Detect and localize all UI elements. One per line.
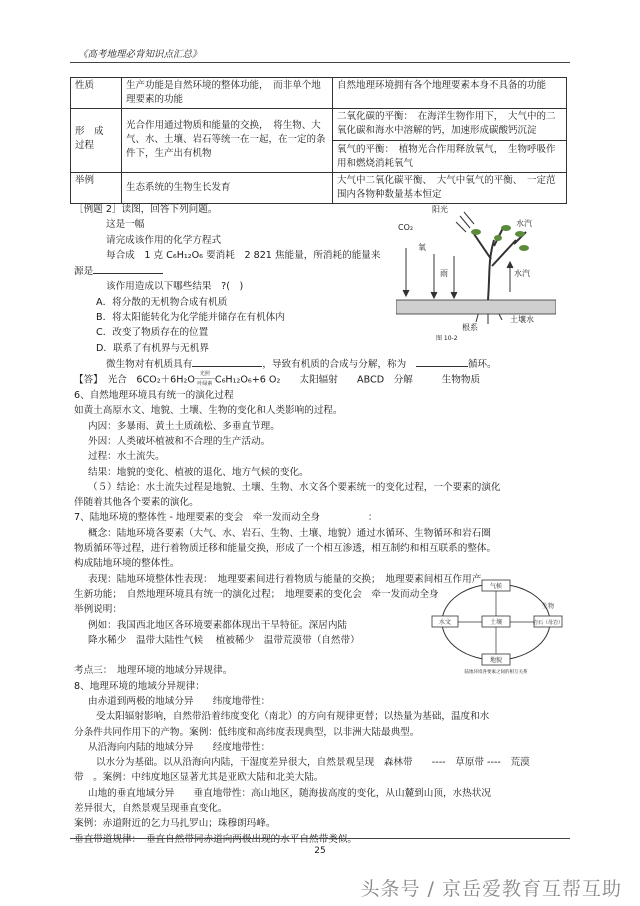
section7-line: 构成陆地环境的整体性。 [74,558,180,570]
section8-line: 案例：赤道附近的乞力马扎罗山；珠穆朗玛峰。 [74,818,276,830]
section6-line: 伴随着其他各个要素的演化。 [74,497,199,509]
node-hydrology: 水文 [438,619,452,626]
row-label-example: 举例 [71,173,122,204]
q2: 请完成该作用的化学方程式 [106,234,222,246]
option-a: A．将分散的无机物合成有机质 [96,296,228,308]
section8-line: 山地的垂直地域分异 垂直地带性：高山地区，随海拔高度的变化，从山麓到山顶，水热状况 [88,787,491,799]
co2-balance: 二氧化碳的平衡： 在海洋生物作用下， 大气中的二氧化碳和海水中溶解的钙，加速形成碳酸钙沉淀 [337,111,556,136]
running-header: 《高考地理必背知识点汇总》 [78,49,202,60]
cell-left: 生产功能是自然环境的整体功能， 而非单个地理要素的功能 [122,78,333,109]
section8-line: 带 。案例：中纬度地区显著尤其是亚欧大陆和北美大陆。 [74,772,324,784]
section7-line: 物质循环等过程，进行着物质迁移和能量交换，形成了一个相互渗透，相互制约和相互联系的整体。 [74,543,497,555]
section7-line: 降水稀少 温带大陆性气候 植被稀少 温带荒漠带（自然带） [88,634,360,646]
elements-cycle-figure [428,578,564,674]
q3b: 源是 [74,266,94,278]
option-c: C．改变了物质存在的位置 [96,327,209,339]
section8-line: 分条件共同作用下的产物。案例：低纬度和高纬度表现典型，以非洲大陆最典型。 [74,726,420,738]
answer-blank [192,356,262,367]
option-d: D．联系了有机界与无机界 [96,342,209,354]
q1: 这是一幅 [106,219,145,231]
page-number: 25 [314,846,326,856]
arrow-bottom: 叶绿素 [197,381,213,388]
table-row [71,173,567,204]
o2-balance: 氧气的平衡： 植物光合作用释放氧气， 生物呼吸作用和燃烧消耗氧气 [333,140,566,171]
label-soil-water: 土壤水 [510,315,534,324]
q4: 该作用造成以下哪些结果 ?( ) [106,281,244,293]
section7-line: 表现：陆地环境整体性表现： 地理要素间进行着物质与能量的交换； 地理要素间相互作用产 [88,573,482,585]
arrow-top: 光照 [199,371,210,378]
watermark: 头条号 / 京岳爱教育互帮互助 [360,878,622,900]
answer: 【答】 光合 6CO₂＋6H₂O [74,374,195,386]
cell-left: 生态系统的生物生长发育 [122,173,333,204]
section8-line: 从沿海向内陆的地域分异 经度地带性： [88,741,271,753]
row-label-process: 形 成 过程 [71,109,122,173]
label-rain: 雨 [440,269,448,278]
label-oxygen: 氧 [418,243,426,252]
footer-rule [70,838,570,839]
option-b: B．将太阳能转化为化学能并储存在有机体内 [96,312,285,324]
document-body: ［例题 2］读图，回答下列问题。 这是一幅 请完成该作用的化学方程式 每合成 1 克 C₆H₁₂O₆ 要消耗 2 821 焦能量，所消耗的能量来 源是 该作用造成以下哪些结果 ?( ) A．将分散的无机物合成有机质 B．将太阳能转化为化学能并储存在有机体内 C．改变了物质存在的位置 D．联系了有机界与无机界 微生物对有机质具有 ，导致有机质的合成与分解，称为 循环。 【答】 光合 6CO₂＋6H₂O光照 ―――― 叶绿素 C₆H₁₂O₆+6 O₂ 太阳辐射 ABCD 分解 生物物质 6、自然地理环境具有统一的演化过程 如黄土高原水文、地貌、土壤、生物的变化和人类影响的过程。 内因：多暴雨、黄土土质疏松、多垂直节理。 外因：人类破坏植被和不合理的生产活动。 过程：水土流失。 结果：地貌的变化、植被的退化、地方气候的变化。 （５）结论：水土流失过程是地貌、土壤、生物、水文各个要素统一的变化过程，一个要素的演化 伴随着其他各个要素的演化。 7、陆地环境的整体性 - 地理要素的变会 牵一发而动全身 ： 概念：陆地环境各要素（大气、水、岩石、生物、土壤、地貌）通过水循环、生物循环和岩石圈 物质循环等过程，进行着物质迁移和能量交换，形成了一个相互渗透，相互制约和相互联系的整体。 构成陆地环境的整体性。 表现：陆地环境整体性表现： 地理要素间进行着物质与能量的交换； 地理要素间相互作用产 生新功能； 自然地理环境具有统一的演化过程； 地理要素的变化会 牵一发而动全身 举例说明： 例如：我国西北地区各环境要素都体现出干旱特征。深居内陆 降水稀少 温带大陆性气候 植被稀少 温带荒漠带（自然带） 考点三： 地理环境的地域分异规律。 8、地理环境的地域分异规律： 由赤道到两极的地域分异 纬度地带性： 受太阳辐射影响，自然带沿着纬度变化（南北）的方向有规律更替；以热量为基础，温度和水 分条件共同作用下的产物。案例：低纬度和高纬度表现典型，以非洲大陆最典型。 从沿海向内陆的地域分异 经度地带性： 以水分为基础。以从沿海向内陆，干湿度差异很大，自然景观呈现 森林带 ---- 草原带 ---- 荒漠 带 。案例：中纬度地区显著尤其是亚欧大陆和北美大陆。 山地的垂直地域分异 垂直地带性：高山地区，随海拔高度的变化，从山麓到山顶，水热状况 差异很大，自然景观呈现垂直变化。 案例：赤道附近的乞力马扎罗山；珠穆朗玛峰。 垂直带道规律： 垂直自然带同赤道向两极出现的水平自然带类似。 [74,202,564,847]
section8-line: 垂直带道规律： 垂直自然带同赤道向两极出现的水平自然带类似。 [74,833,358,845]
label-vapor-2: 水汽 [514,269,530,278]
section7-title: 7、陆地环境的整体性 - 地理要素的变会 牵一发而动全身 ： [74,512,378,524]
cell-right: 大气中二氧化碳平衡、 大气中氧气的平衡、 一定范围内各物种数量基本恒定 [333,173,567,204]
section8-title: 8、地理环境的地域分异规律： [74,680,205,692]
figure-caption: 图 10-2 [436,335,458,342]
q5b: ，导致有机质的合成与分解，称为 [262,358,407,370]
label-sunlight: 阳光 [432,205,448,214]
cell-right [333,109,567,173]
example-title: ［例题 2］读图，回答下列问题。 [74,204,218,215]
node-rock: 岩石（母岩） [532,620,564,626]
label-roots: 根系 [462,323,478,332]
q5a: 微生物对有机质具有 [106,358,193,370]
section6-line: 过程：水土流失。 [88,451,165,463]
section7-line: 概念：陆地环境各要素（大气、水、岩石、生物、土壤、地貌）通过水循环、生物循环和岩石圈 [88,527,491,539]
row-label-nature: 性质 [71,78,122,109]
node-biology: 生物 [541,603,555,610]
key-point: 考点三： 地理环境的地域分异规律。 [74,665,233,677]
section6-line: 如黄土高原水文、地貌、土壤、生物的变化和人类影响的过程。 [74,405,343,417]
q5c: 循环。 [467,358,497,370]
header-rule [70,62,570,63]
table-row [71,109,567,173]
label-vapor: 水汽 [516,219,532,228]
section6-line: 内因：多暴雨、黄土土质疏松、多垂直节理。 [88,420,280,432]
section8-line: 受太阳辐射影响，自然带沿着纬度变化（南北）的方向有规律更替；以热量为基础，温度和水 [96,711,490,723]
label-co2: CO₂ [398,223,414,232]
cell-right: 自然地理环境拥有各个地理要素本身不具备的功能 [333,78,567,109]
comparison-table [70,77,567,204]
section6-line: （５）结论：水土流失过程是地貌、土壤、生物、水文各个要素统一的变化过程，一个要素的演化 [88,481,501,493]
section8-line: 由赤道到两极的地域分异 纬度地带性： [88,696,271,707]
section6-title: 6、自然地理环境具有统一的演化过程 [74,390,234,402]
table-row [71,78,567,109]
section6-line: 外因：人类破坏植被和不合理的生产活动。 [88,435,271,447]
section8-line: 以水分为基础。以从沿海向内陆，干湿度差异很大，自然景观呈现 森林带 ---- 草原带 ---- 荒漠 [96,757,530,769]
node-landform: 地貌 [489,657,503,664]
answer-tail: C₆H₁₂O₆+6 O₂ 太阳辐射 ABCD 分解 生物物质 [214,374,481,386]
figure2-caption: 陆地环境各要素之间的相互关系 [464,670,528,674]
node-climate: 气候 [489,583,503,590]
q3: 每合成 1 克 C₆H₁₂O₆ 要消耗 2 821 焦能量，所消耗的能量来 [106,249,381,261]
answer-blank [93,263,163,274]
section7-line: 例如：我国西北地区各环境要素都体现出干旱特征。深居内陆 [88,619,348,631]
answer-blank [416,356,468,367]
section7-line: 生新功能； 自然地理环境具有统一的演化过程； 地理要素的变化会 牵一发而动全身 [74,588,439,600]
section7-line: 举例说明： [74,604,122,616]
cell-left: 光合作用通过物质和能量的交换， 将生物、大气、水、土壤、岩石等统一在一起，在一定的条件下，生产出有机物 [122,109,333,173]
section6-line: 结果：地貌的变化、植被的退化、地方气候的变化。 [88,466,309,478]
section8-line: 差异很大，自然景观呈现垂直变化。 [74,803,228,815]
node-soil: 土壤 [489,619,503,626]
